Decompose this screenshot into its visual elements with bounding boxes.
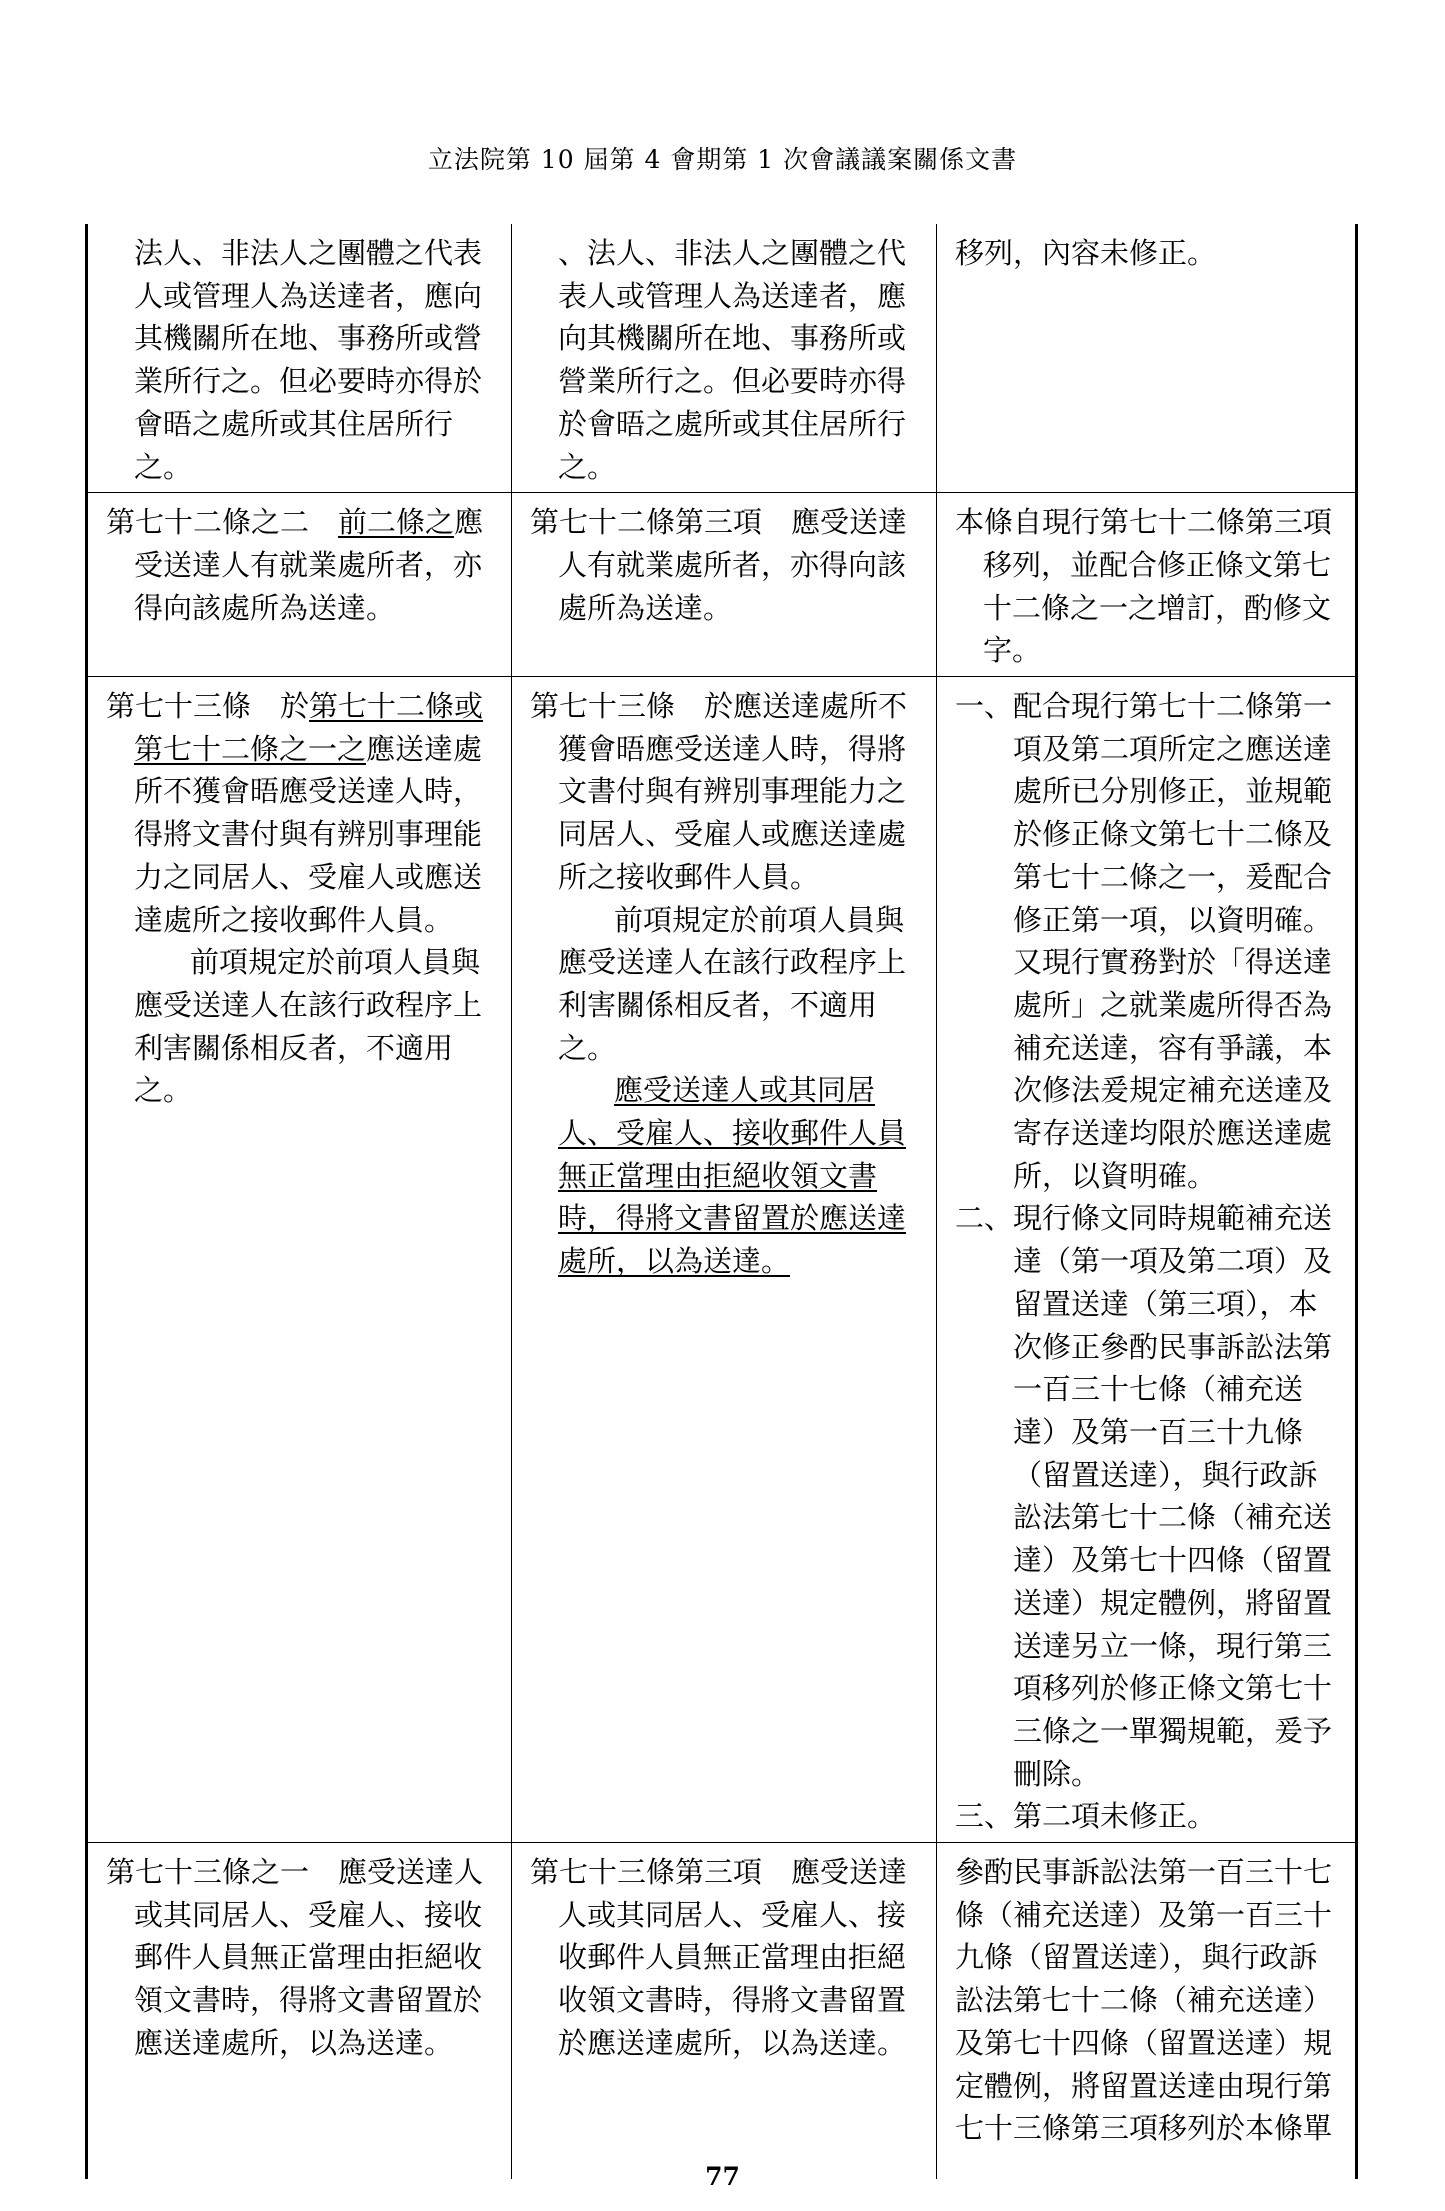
article-head: 第七十二條之二: [106, 505, 339, 540]
note-item: 一、配合現行第七十二條第一項及第二項所定之應送達處所已分別修正，並規範於修正條文第七十二條及第七十二條之一，爰配合修正第一項，以資明確。又現行實務對於「得送達處所」之就業處所得否為補充送達，容有爭議，本次修法爰規定補充送達及寄存送達均限於應送達處所，以資明確。: [955, 689, 1333, 1193]
amended-paragraph: 第七十三條之一 應受送達人或其同居人、受雇人、接收郵件人員無正當理由拒絕收領文書時，得將文書留置於應送達處所，以為送達。: [106, 1855, 484, 2060]
current-underline: 應受送達人或其同居人、受雇人、接收郵件人員無正當理由拒絕收領文書時，得將文書留置於應送達處所，以為送達。: [558, 1073, 907, 1279]
note-paragraph: 參酌民事訴訟法第一百三十七條（補充送達）及第一百三十九條（留置送達），與行政訴訟法第七十二條（補充送達）及第七十四條（留置送達）規定體例，將留置送達由現行第七十三條第三項移列於本條單: [955, 1855, 1333, 2146]
note-cell: [937, 493, 1357, 677]
note-paragraph: 本條自現行第七十二條第三項移列，並配合修正條文第七十二條之一之增訂，酌修文字。: [955, 505, 1333, 668]
note-paragraph: 移列，內容未修正。: [955, 236, 1217, 270]
amended-text-cell: [87, 224, 512, 493]
current-paragraph: 第七十三條 於應送達處所不獲會晤應受送達人時，得將文書付與有辨別事理能力之同居人、受雇人或應送達處所之接收郵件人員。: [530, 689, 908, 894]
amended-paragraph: [106, 685, 499, 941]
current-paragraph-2: 前項規定於前項人員與應受送達人在該行政程序上利害關係相反者，不適用之。: [558, 902, 907, 1065]
current-paragraph-3: [530, 1069, 924, 1283]
amended-paragraph-2: 前項規定於前項人員與應受送達人在該行政程序上利害關係相反者，不適用之。: [134, 945, 483, 1108]
page-number: 77: [705, 2162, 740, 2191]
amended-text-cell: [87, 1843, 512, 2180]
current-text-cell: [512, 493, 937, 677]
current-paragraph: 第七十三條第三項 應受送達人或其同居人、受雇人、接收郵件人員無正當理由拒絕收領文書時，得將文書留置於應送達處所，以為送達。: [530, 1855, 908, 2060]
table-row: [87, 1843, 1357, 2180]
amended-text-cell: [87, 493, 512, 677]
amended-paragraph: [106, 501, 499, 629]
table-row: [87, 493, 1357, 677]
amended-underline: 第七十二條或第七十二條之一之: [134, 689, 484, 766]
current-text-cell: [512, 224, 937, 493]
article-head: 第七十三條 於: [106, 689, 310, 724]
current-paragraph: 第七十二條第三項 應受送達人有就業處所者，亦得向該處所為送達。: [530, 505, 908, 625]
article-tail: 應送達處所不獲會晤應受送達人時，得將文書付與有辨別事理能力之同居人、受雇人或應送達處所之接收郵件人員。: [134, 731, 483, 937]
amended-paragraph: 法人、非法人之團體之代表人或管理人為送達者，應向其機關所在地、事務所或營業所行之。但必要時亦得於會晤之處所或其住居所行之。: [134, 236, 483, 484]
table-row: [87, 224, 1357, 493]
current-text-cell: [512, 1843, 937, 2180]
note-cell: [937, 224, 1357, 493]
note-item: 二、現行條文同時規範補充送達（第一項及第二項）及留置送達（第三項），本次修正參酌民事訴訟法第一百三十七條（補充送達）及第一百三十九條（留置送達），與行政訴訟法第七十二條（補充送達）及第七十四條（留置送達）規定體例，將留置送達另立一條，現行第三項移列於修正條文第七十三條之一單獨規範，爰予刪除。: [955, 1201, 1333, 1791]
comparison-table: [85, 224, 1358, 2179]
table-row: [87, 677, 1357, 1843]
current-text-cell: [512, 677, 937, 1843]
document-header: 立法院第 10 屆第 4 會期第 1 次會議議案關係文書: [427, 145, 1018, 174]
note-cell: [937, 1843, 1357, 2180]
note-cell: [937, 677, 1357, 1843]
article-tail: 應受送達人有就業處所者，亦得向該處所為送達。: [134, 505, 484, 625]
note-item: 三、第二項未修正。: [955, 1799, 1217, 1834]
amended-underline: 前二條之: [338, 505, 455, 540]
current-paragraph: 、法人、非法人之團體之代表人或管理人為送達者，應向其機關所在地、事務所或營業所行之。但必要時亦得於會晤之處所或其住居所行之。: [558, 236, 907, 484]
amended-text-cell: [87, 677, 512, 1843]
